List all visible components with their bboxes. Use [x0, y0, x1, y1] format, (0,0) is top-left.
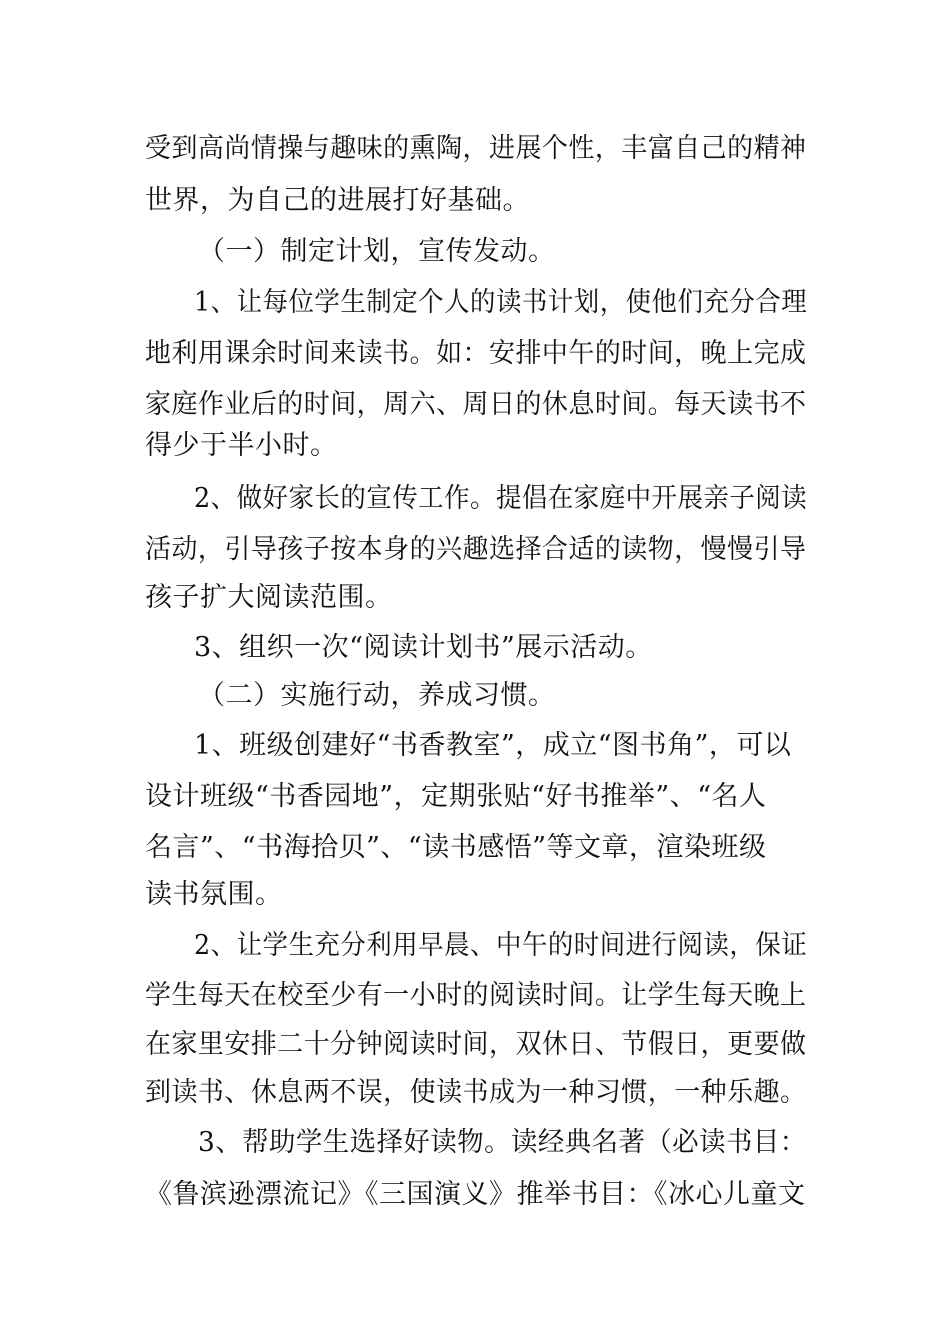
text-line: 孩子扩大阅读范围。 [145, 582, 393, 613]
text-line: 2、让学生充分利用早晨、中午的时间进行阅读，保证 [194, 930, 808, 961]
section-heading: （二）实施行动，养成习惯。 [198, 680, 556, 711]
section-heading: （一）制定计划，宣传发动。 [198, 236, 556, 267]
text-line: 在家里安排二十分钟阅读时间，双休日、节假日，更要做 [145, 1029, 807, 1060]
text-line: 读书氛围。 [145, 879, 283, 910]
text-line: 受到高尚情操与趣味的熏陶，进展个性，丰富自己的精神 [145, 133, 807, 164]
text-line: 设计班级“书香园地”，定期张贴“好书推举”、“名人 [145, 781, 767, 812]
text-line: 到读书、休息两不误，使读书成为一种习惯，一种乐趣。 [145, 1077, 807, 1108]
text-line: 家庭作业后的时间，周六、周日的休息时间。每天读书不 [145, 389, 807, 420]
text-line: 1、班级创建好“书香教室”，成立“图书角”，可以 [194, 730, 792, 761]
text-line: 地利用课余时间来读书。如：安排中午的时间，晚上完成 [145, 338, 807, 369]
text-line: 世界，为自己的进展打好基础。 [145, 185, 530, 216]
text-line: 3、组织一次“阅读计划书”展示活动。 [194, 632, 653, 663]
text-line: 学生每天在校至少有一小时的阅读时间。让学生每天晚上 [145, 980, 807, 1011]
text-line: 名言”、“书海拾贝”、“读书感悟”等文章，渲染班级 [145, 832, 767, 863]
text-line: 《鲁滨逊漂流记》《三国演义》推举书目：《冰心儿童文 [145, 1179, 806, 1210]
text-line: 活动，引导孩子按本身的兴趣选择合适的读物，慢慢引导 [145, 534, 807, 565]
text-line: 2、做好家长的宣传工作。提倡在家庭中开展亲子阅读 [194, 483, 808, 514]
text-line: 3、帮助学生选择好读物。读经典名著（必读书目： [198, 1127, 807, 1158]
text-line: 得少于半小时。 [145, 430, 338, 461]
text-line: 1、让每位学生制定个人的读书计划，使他们充分合理 [194, 287, 808, 318]
